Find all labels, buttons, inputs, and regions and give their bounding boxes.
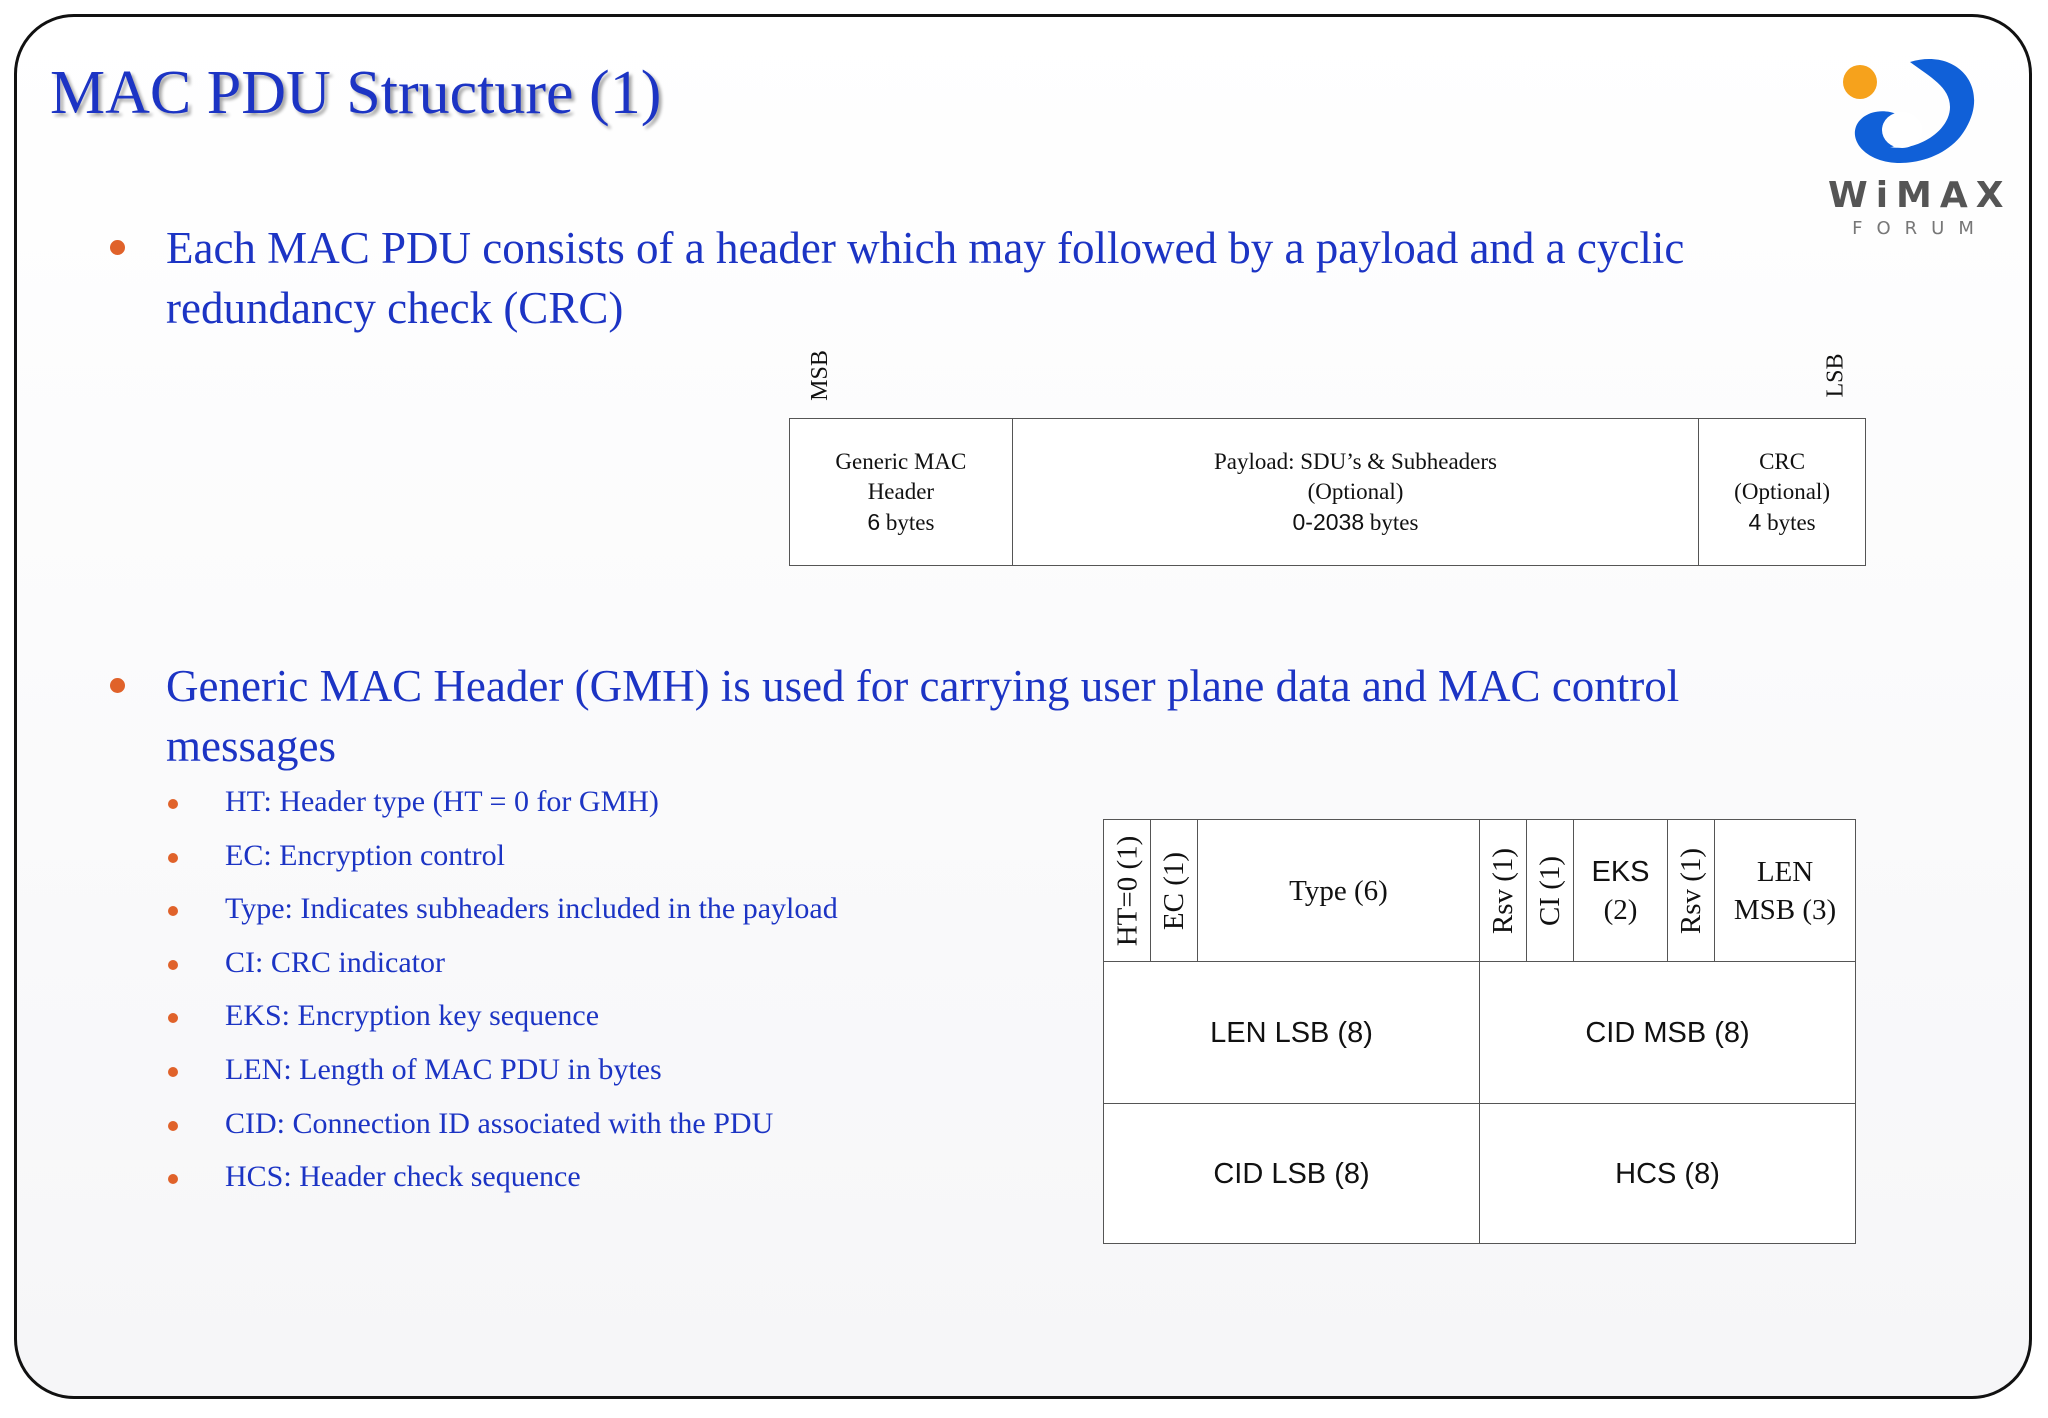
gmh-ec-cell: EC (1): [1151, 820, 1198, 961]
pdu-cell-line2: Header: [867, 478, 935, 504]
bullet-dot-icon: [168, 1121, 178, 1131]
bullet-dot-icon: [168, 960, 178, 970]
pdu-cell-line1: CRC: [1759, 448, 1806, 474]
gmh-field-list: [165, 782, 838, 1211]
slide-title: MAC PDU Structure (1): [50, 59, 662, 127]
gmh-row-3: [1104, 1104, 1855, 1243]
gmh-diagram: [1103, 819, 1856, 1244]
bullet-dot-icon: [110, 678, 125, 693]
gmh-rsv1-cell: Rsv (1): [1480, 820, 1527, 961]
gmh-type-cell: Type (6): [1198, 820, 1480, 961]
list-item: LEN: Length of MAC PDU in bytes: [165, 1050, 838, 1104]
gmh-eks-cell: EKS (2): [1574, 820, 1668, 961]
pdu-cell-line2: (Optional): [1307, 478, 1404, 504]
bullet-dot-icon: [168, 906, 178, 916]
list-item: HT: Header type (HT = 0 for GMH): [165, 782, 838, 836]
pdu-cell-size: [1293, 507, 1419, 538]
gmh-ci-cell: CI (1): [1527, 820, 1574, 961]
pdu-cell-size-unit: bytes: [1364, 509, 1419, 535]
bullet-dot-icon: [168, 1067, 178, 1077]
bullet-2-text: Generic MAC Header (GMH) is used for carrying user plane data and MAC control messages: [166, 661, 1680, 771]
pdu-cell-line1: Payload: SDU’s & Subheaders: [1213, 448, 1497, 474]
pdu-cell-size-unit: bytes: [880, 509, 935, 535]
pdu-payload-cell: [1013, 419, 1699, 565]
bullet-dot-icon: [110, 240, 125, 255]
pdu-cell-size: [1749, 507, 1816, 538]
pdu-crc-cell: [1699, 419, 1865, 565]
logo-sub-text: FORUM: [1852, 218, 1988, 239]
pdu-cell-size-num: 4: [1748, 508, 1762, 535]
pdu-cell-size-num: 6: [867, 508, 881, 535]
pdu-cell-size: [867, 507, 934, 538]
pdu-header-cell: [790, 419, 1013, 565]
gmh-hcs-cell: HCS (8): [1615, 1157, 1720, 1190]
gmh-rsv2-cell: Rsv (1): [1668, 820, 1715, 961]
bullet-dot-icon: [168, 799, 178, 809]
gmh-row-1: [1104, 820, 1855, 962]
logo-brand-text: WiMAX: [1828, 175, 2012, 216]
gmh-row-2: [1104, 962, 1855, 1104]
gmh-cid-lsb-cell: CID LSB (8): [1104, 1104, 1480, 1243]
pdu-cell-size-num: 0-2038: [1292, 508, 1365, 535]
gmh-len-msb-cell: LEN MSB (3): [1733, 855, 1837, 926]
bullet-dot-icon: [168, 1013, 178, 1023]
list-item: EC: Encryption control: [165, 836, 838, 890]
list-item: Type: Indicates subheaders included in the payload: [165, 889, 838, 943]
list-item: CID: Connection ID associated with the PDU: [165, 1104, 838, 1158]
pdu-cell-line2: (Optional): [1734, 478, 1830, 504]
gmh-len-lsb-cell: LEN LSB (8): [1104, 962, 1480, 1103]
lsb-label: LSB: [1822, 353, 1849, 398]
bullet-dot-icon: [168, 853, 178, 863]
list-item: CI: CRC indicator: [165, 943, 838, 997]
bullet-dot-icon: [168, 1174, 178, 1184]
list-item: HCS: Header check sequence: [165, 1157, 838, 1211]
list-item: EKS: Encryption key sequence: [165, 996, 838, 1050]
gmh-cid-msb-cell: CID MSB (8): [1585, 1016, 1750, 1049]
msb-label: MSB: [806, 350, 833, 401]
pdu-cell-size-unit: bytes: [1761, 509, 1816, 535]
gmh-ht-cell: HT=0 (1): [1104, 820, 1151, 961]
bullet-1-text: Each MAC PDU consists of a header which may followed by a payload and a cyclic redundancy check (CRC): [166, 223, 1685, 333]
mac-pdu-diagram: [789, 418, 1866, 566]
pdu-cell-line1: Generic MAC: [835, 448, 967, 474]
